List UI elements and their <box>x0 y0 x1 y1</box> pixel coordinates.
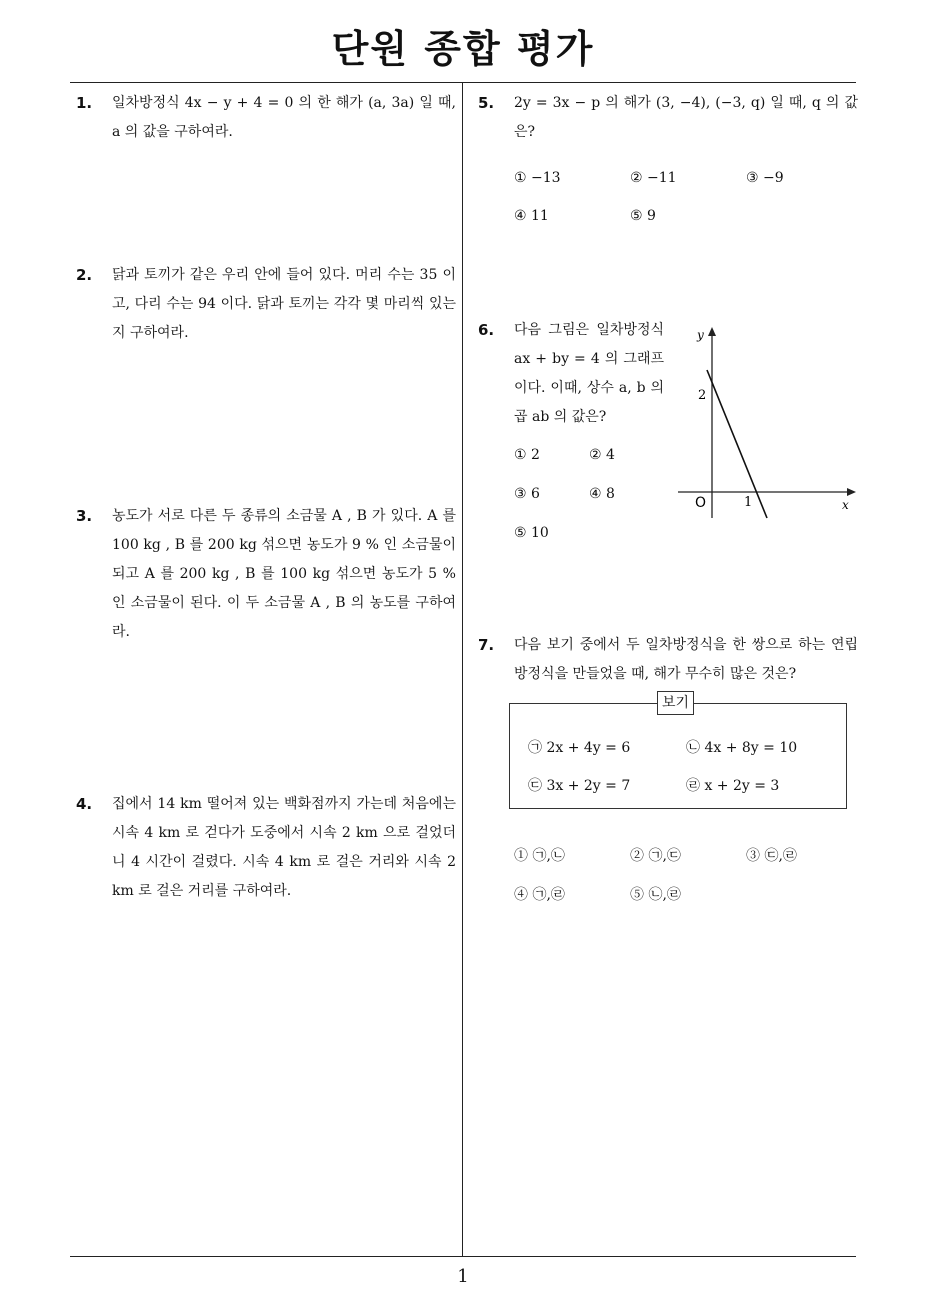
option-2[interactable]: ② 4 <box>589 447 615 463</box>
bogi-item-3: ㉢ 3x + 2y = 7 <box>528 778 631 794</box>
question-5 <box>478 89 858 147</box>
page-title: 단원 종합 평가 <box>331 27 595 71</box>
bogi-item-4: ㉣ x + 2y = 3 <box>686 778 780 794</box>
graph-line <box>707 370 767 518</box>
option-4[interactable]: ④ 11 <box>514 208 549 224</box>
question-text: 집에서 14 km 떨어져 있는 백화점까지 가는데 처음에는 시속 4 km 로 걷다가 도중에서 시속 2 km 으로 걸었더니 4 시간이 걸렸다. 시속 4 km 로 걸은 거리와 시속 2 km 로 걸은 거리를 구하여라. <box>112 796 456 899</box>
option-3[interactable]: ③ 6 <box>514 486 540 502</box>
question-text: 2y = 3x − p 의 해가 (3, −4), (−3, q) 일 때, q 의 값은? <box>514 95 858 140</box>
x-intercept-label: 1 <box>744 495 753 510</box>
question-text: 다음 그림은 일차방정식 ax + by = 4 의 그래프이다. 이때, 상수 a, b 의 곱 ab 의 값은? <box>514 322 664 425</box>
bogi-item-1: ㉠ 2x + 4y = 6 <box>528 740 631 756</box>
option-5[interactable]: ⑤ 9 <box>630 208 656 224</box>
line-graph <box>670 320 860 525</box>
question-number: 3. <box>76 507 93 525</box>
question-text: 다음 보기 중에서 두 일차방정식을 한 쌍으로 하는 연립방정식을 만들었을 때, 해가 무수히 많은 것은? <box>514 637 858 682</box>
bogi-item-2: ㉡ 4x + 8y = 10 <box>686 740 798 756</box>
y-intercept-label: 2 <box>698 388 707 403</box>
y-axis-arrow <box>708 327 716 336</box>
option-2[interactable]: ② −11 <box>630 170 677 186</box>
question-number: 6. <box>478 321 495 339</box>
top-rule <box>70 82 856 83</box>
question-number: 1. <box>76 94 93 112</box>
question-text: 닭과 토끼가 같은 우리 안에 들어 있다. 머리 수는 35 이고, 다리 수는 94 이다. 닭과 토끼는 각각 몇 마리씩 있는지 구하여라. <box>112 267 456 341</box>
y-axis-label: y <box>697 328 704 342</box>
option-2[interactable]: ② ㉠,㉢ <box>630 848 681 864</box>
question-4 <box>76 790 456 906</box>
question-1 <box>76 89 456 147</box>
question-number: 4. <box>76 795 93 813</box>
x-axis-arrow <box>847 488 856 496</box>
question-6 <box>478 316 664 432</box>
question-text: 일차방정식 4x − y + 4 = 0 의 한 해가 (a, 3a) 일 때, a 의 값을 구하여라. <box>112 95 456 140</box>
question-number: 5. <box>478 94 495 112</box>
x-axis-label: x <box>842 498 849 512</box>
option-3[interactable]: ③ −9 <box>746 170 784 186</box>
bogi-label: 보기 <box>657 691 694 715</box>
option-1[interactable]: ① −13 <box>514 170 561 186</box>
option-1[interactable]: ① ㉠,㉡ <box>514 848 565 864</box>
origin-label: O <box>695 495 707 511</box>
column-divider <box>462 82 463 1256</box>
option-4[interactable]: ④ ㉠,㉣ <box>514 887 565 903</box>
question-7 <box>478 631 858 689</box>
question-2 <box>76 261 456 348</box>
question-number: 7. <box>478 636 495 654</box>
option-1[interactable]: ① 2 <box>514 447 540 463</box>
question-number: 2. <box>76 266 93 284</box>
option-3[interactable]: ③ ㉢,㉣ <box>746 848 797 864</box>
option-5[interactable]: ⑤ ㉡,㉣ <box>630 887 681 903</box>
option-5[interactable]: ⑤ 10 <box>514 525 549 541</box>
page-number: 1 <box>457 1266 469 1287</box>
option-4[interactable]: ④ 8 <box>589 486 615 502</box>
question-3 <box>76 502 456 647</box>
question-text: 농도가 서로 다른 두 종류의 소금물 A , B 가 있다. A 를 100 kg , B 를 200 kg 섞으면 농도가 9 % 인 소금물이 되고 A 를 200 kg , B 를 100 kg 섞으면 농도가 5 % 인 소금물이 된다. 이 두 소금물 A , B 의 농도를 구하여라. <box>112 508 456 640</box>
bottom-rule <box>70 1256 856 1257</box>
